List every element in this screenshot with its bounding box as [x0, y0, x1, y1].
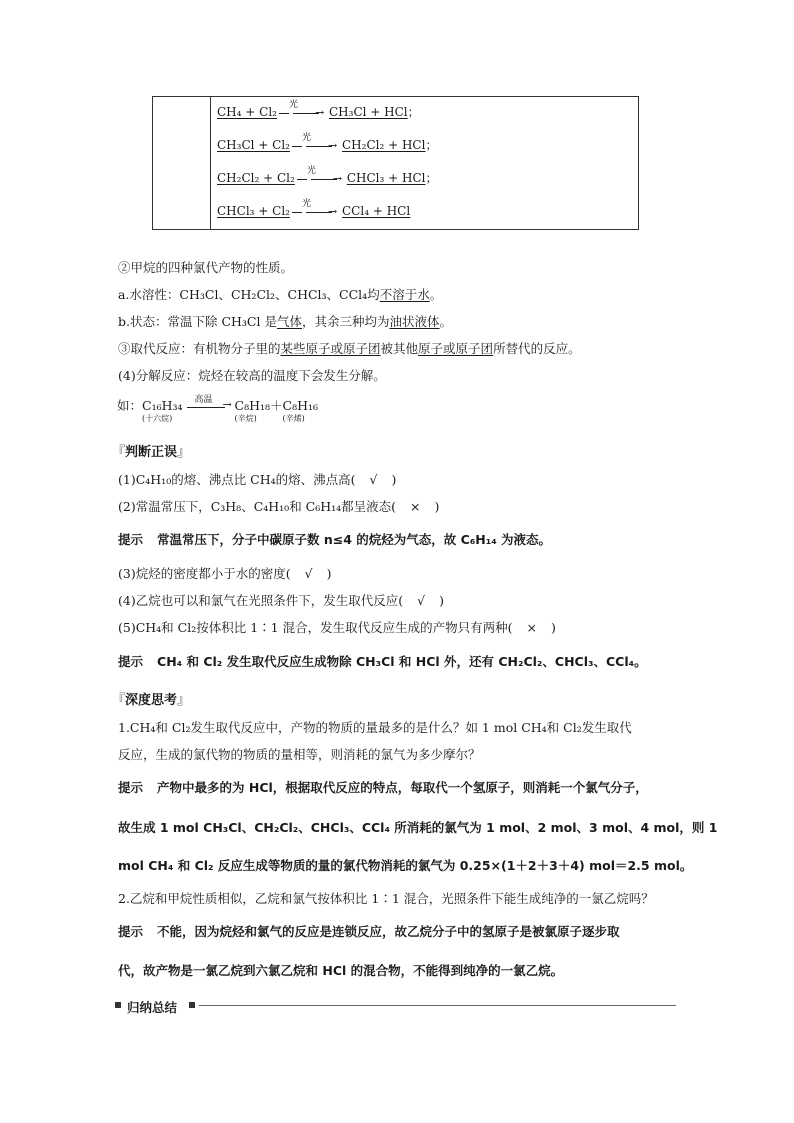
summary-header: [115, 998, 676, 1014]
props-state: b.状态：常温下除 CH₃Cl 是气体，其余三种均为油状液体。: [118, 314, 453, 329]
judge-item: (4)乙烷也可以和氯气在光照条件下，发生取代反应( √ ): [118, 593, 444, 608]
reaction-condition: 光 →: [292, 202, 340, 222]
reactant-note: (十六烷): [142, 414, 173, 423]
cracking-equation: 如：C₁₆H₃₄ (十六烷) 高温 → C₈H₁₈ (辛烷) ＋C₈H₁₆ (辛烯): [117, 394, 319, 423]
judge-item: (1)C₄H₁₀的熔、沸点比 CH₄的熔、沸点高( √ ): [118, 472, 397, 487]
reaction-rhs: CCl₄ + HCl: [342, 204, 411, 218]
condition-light: 光: [302, 132, 312, 143]
reaction-rhs: CH₃Cl + HCl: [328, 105, 408, 119]
deep-q1-line: 反应，生成的氯代物的物质的量相等，则消耗的氯气为多少摩尔？: [118, 747, 481, 762]
deep-a2-line: 提示 不能，因为烷烃和氯气的反应是连锁反应，故乙烷分子中的氢原子是被氯原子逐步取: [118, 924, 620, 939]
reaction-lhs: CH₃Cl + Cl₂: [217, 138, 290, 152]
judge-mark: √: [304, 566, 313, 581]
deep-a1-line: mol CH₄ 和 Cl₂ 反应生成等物质的量的氯代物消耗的氯气为 0.25×(1＋2＋3＋4) mol＝2.5 mol。: [118, 858, 693, 873]
summary-rule: [199, 1005, 676, 1006]
reaction-row: [217, 166, 437, 190]
judge-hint-2: 提示 CH₄ 和 Cl₂ 发生取代反应生成物除 CH₃Cl 和 HCl 外，还有 CH₂Cl₂、CHCl₃、CCl₄。: [118, 654, 647, 669]
reaction-condition: 光 →: [297, 169, 345, 189]
reaction-end: ；: [425, 171, 438, 185]
judge-hint-1: 提示 常温常压下，分子中碳原子数 n≤4 的烷烃为气态，故 C₆H₁₄ 为液态。: [118, 532, 552, 547]
judge-mark: ×: [410, 499, 421, 514]
reaction-lhs: CHCl₃ + Cl₂: [217, 204, 290, 218]
summary-title: 归纳总结: [127, 1000, 178, 1015]
reaction-condition: 光 →: [292, 136, 340, 156]
product-1: C₈H₁₈ (辛烷): [234, 398, 271, 423]
reaction-rhs: CHCl₃ + HCl: [346, 171, 426, 185]
reaction-end: ；: [425, 138, 438, 152]
deep-a2-line: 代，故产物是一氯乙烷到六氯乙烷和 HCl 的混合物，不能得到纯净的一氯乙烷。: [118, 963, 564, 978]
product1-note: (辛烷): [234, 414, 257, 423]
reaction-condition: 光 →: [279, 103, 327, 123]
judge-mark: √: [417, 593, 426, 608]
product-2: C₈H₁₆ (辛烯): [282, 398, 319, 423]
decomposition-definition: (4)分解反应：烷烃在较高的温度下会发生分解。: [118, 368, 386, 383]
judge-item: (2)常温常压下，C₃H₈、C₄H₁₀和 C₆H₁₄都呈液态( × ): [118, 499, 440, 514]
deep-a1-line: 提示 产物中最多的为 HCl，根据取代反应的特点，每取代一个氢原子，则消耗一个氯气分子，: [118, 780, 648, 795]
substitution-definition: ③取代反应：有机物分子里的某些原子或原子团被其他原子或原子团所替代的反应。: [118, 341, 581, 356]
reaction-end: ；: [407, 105, 420, 119]
reaction-row: [217, 100, 420, 124]
reaction-row: [217, 133, 437, 157]
judge-section-title: 『判断正误』: [112, 445, 191, 460]
table-divider: [210, 97, 211, 229]
reaction-row: [217, 199, 410, 223]
deep-q1-line: 1.CH₄和 Cl₂发生取代反应中，产物的物质的量最多的是什么？如 1 mol CH₄和 Cl₂发生取代: [118, 720, 632, 735]
square-bullet-icon: [189, 1002, 195, 1008]
deep-section-title: 『深度思考』: [112, 693, 191, 708]
reaction-table: [152, 96, 639, 230]
props-heading: ②甲烷的四种氯代产物的性质。: [118, 260, 294, 275]
condition-light: 光: [288, 99, 298, 110]
props-solubility: a.水溶性：CH₃Cl、CH₂Cl₂、CHCl₃、CCl₄均不溶于水。: [118, 287, 443, 302]
judge-mark: ×: [526, 620, 537, 635]
reaction-lhs: CH₂Cl₂ + Cl₂: [217, 171, 295, 185]
condition-light: 光: [302, 198, 312, 209]
reaction-rhs: CH₂Cl₂ + HCl: [342, 138, 426, 152]
judge-mark: √: [369, 472, 378, 487]
deep-a1-line: 故生成 1 mol CH₃Cl、CH₂Cl₂、CHCl₃、CCl₄ 所消耗的氯气为 1 mol、2 mol、3 mol、4 mol，则 1: [118, 820, 718, 835]
product2-note: (辛烯): [282, 414, 305, 423]
condition-light: 光: [306, 165, 316, 176]
judge-item: (3)烷烃的密度都小于水的密度( √ ): [118, 566, 332, 581]
square-bullet-icon: [115, 1002, 121, 1008]
reaction-lhs: CH₄ + Cl₂: [217, 105, 277, 119]
deep-q2: 2.乙烷和甲烷性质相似，乙烷和氯气按体积比 1∶1 混合，光照条件下能生成纯净的一氯乙烷吗？: [118, 891, 654, 906]
judge-item: (5)CH₄和 Cl₂按体积比 1∶1 混合，发生取代反应生成的产物只有两种( × ): [118, 620, 556, 635]
reactant: C₁₆H₃₄ (十六烷): [142, 398, 183, 423]
cracking-condition: 高温 →: [183, 397, 235, 417]
